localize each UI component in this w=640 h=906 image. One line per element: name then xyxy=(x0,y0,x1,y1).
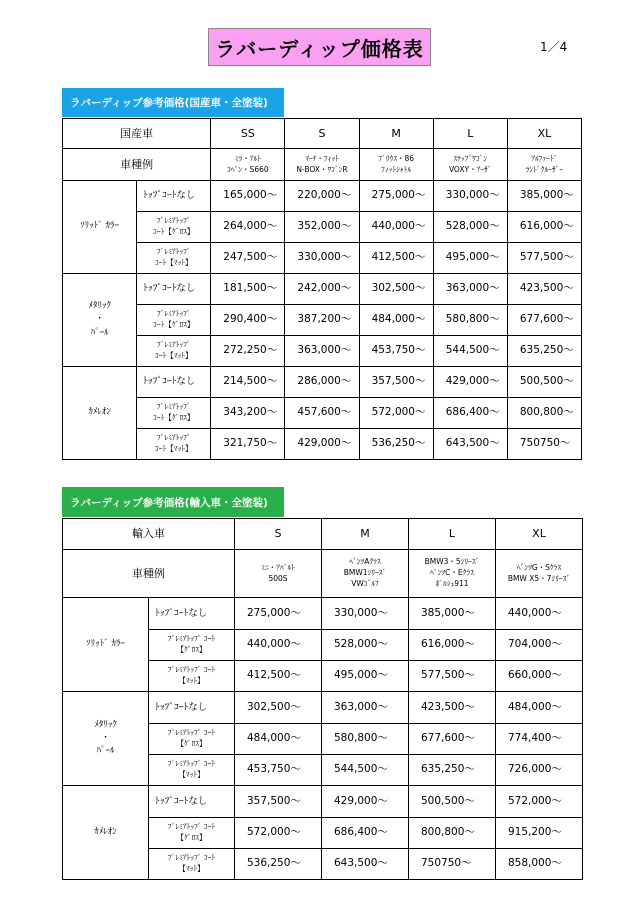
price-cell: 800,800～ xyxy=(507,398,581,429)
vehicle-example-cell-line: ﾗﾝﾄﾞｸﾙｰｻﾞｰ xyxy=(525,164,564,174)
vehicle-example-cell xyxy=(409,550,496,598)
vehicle-example-cell-line: ｱﾙﾌｧｰﾄﾞ xyxy=(531,153,558,163)
price-cell: 352,000～ xyxy=(285,212,359,243)
finish-type-cell-line: ﾌﾟﾚﾐｱﾄｯﾌﾟ ｺｰﾄ xyxy=(167,853,216,863)
finish-type-cell-line: ｺｰﾄ【ｸﾞﾛｽ】 xyxy=(153,320,195,329)
vehicle-example-cell-line: ｺﾍﾟﾝ・S660 xyxy=(227,164,269,174)
price-cell: 363,000～ xyxy=(322,692,409,724)
price-cell: 536,250～ xyxy=(235,849,322,880)
price-cell: 440,000～ xyxy=(496,598,583,630)
finish-type-cell-line: ﾌﾟﾚﾐｱﾄｯﾌﾟ xyxy=(156,433,191,443)
price-cell: 247,500～ xyxy=(211,243,285,274)
table-row xyxy=(63,367,582,398)
price-cell: 429,000～ xyxy=(322,786,409,818)
vehicle-example-cell xyxy=(359,149,433,181)
price-cell: 577,500～ xyxy=(507,243,581,274)
price-cell: 495,000～ xyxy=(433,243,507,274)
vehicle-example-cell xyxy=(496,550,583,598)
color-group-label xyxy=(63,181,137,274)
finish-type-cell-line: ﾄｯﾌﾟｺｰﾄなし xyxy=(143,190,196,202)
price-cell: 484,000～ xyxy=(359,305,433,336)
price-cell: 635,250～ xyxy=(507,336,581,367)
price-cell: 572,000～ xyxy=(235,818,322,849)
price-cell: 385,000～ xyxy=(507,181,581,212)
price-cell: 660,000～ xyxy=(496,661,583,692)
finish-type-cell-line: ｺｰﾄ【ﾏｯﾄ】 xyxy=(154,444,193,453)
price-cell: 242,000～ xyxy=(285,274,359,305)
color-group-label-line: ・ xyxy=(100,732,110,743)
price-cell: 214,500～ xyxy=(211,367,285,398)
table-corner-header: 国産車 xyxy=(63,119,211,149)
price-cell: 272,250～ xyxy=(211,336,285,367)
price-cell: 750750～ xyxy=(409,849,496,880)
price-cell: 635,250～ xyxy=(409,755,496,786)
finish-type-cell-line: ﾌﾟﾚﾐｱﾄｯﾌﾟ xyxy=(156,216,191,226)
page-title: ラバーディップ価格表 xyxy=(208,28,431,66)
price-cell: 264,000～ xyxy=(211,212,285,243)
price-cell: 275,000～ xyxy=(235,598,322,630)
price-cell: 357,500～ xyxy=(359,367,433,398)
price-cell: 343,200～ xyxy=(211,398,285,429)
table-row xyxy=(63,398,582,429)
color-group-label-line: ﾒﾀﾘｯｸ xyxy=(88,301,111,312)
color-group-label xyxy=(63,274,137,367)
price-cell: 915,200～ xyxy=(496,818,583,849)
vehicle-example-cell-line: ﾎﾟﾙｼｪ911 xyxy=(435,578,469,588)
price-cell: 457,600～ xyxy=(285,398,359,429)
color-group-label-line: ｶﾒﾚｵﾝ xyxy=(94,826,117,837)
price-cell: 750750～ xyxy=(507,429,581,460)
finish-type-cell xyxy=(149,692,235,724)
price-cell: 528,000～ xyxy=(322,630,409,661)
price-cell: 580,800～ xyxy=(322,724,409,755)
price-cell: 544,500～ xyxy=(322,755,409,786)
finish-type-cell-line: ﾌﾟﾚﾐｱﾄｯﾌﾟ ｺｰﾄ xyxy=(167,634,216,644)
vehicle-examples-label: 車種例 xyxy=(63,149,211,181)
size-header-m: M xyxy=(322,519,409,550)
price-cell: 385,000～ xyxy=(409,598,496,630)
import-price-table xyxy=(62,518,583,880)
price-cell: 412,500～ xyxy=(235,661,322,692)
finish-type-cell-line: ﾄｯﾌﾟｺｰﾄなし xyxy=(155,795,208,807)
table-row xyxy=(63,598,583,630)
color-group-label-line: ｶﾒﾚｵﾝ xyxy=(88,407,111,418)
finish-type-cell xyxy=(137,429,211,460)
vehicle-example-cell xyxy=(322,550,409,598)
price-cell: 286,000～ xyxy=(285,367,359,398)
finish-type-cell xyxy=(137,181,211,212)
size-header-xl: XL xyxy=(507,119,581,149)
price-cell: 302,500～ xyxy=(359,274,433,305)
price-cell: 500,500～ xyxy=(409,786,496,818)
price-cell: 423,500～ xyxy=(409,692,496,724)
price-cell: 677,600～ xyxy=(507,305,581,336)
finish-type-cell-line: ｺｰﾄ【ｸﾞﾛｽ】 xyxy=(153,413,195,422)
price-cell: 544,500～ xyxy=(433,336,507,367)
price-cell: 580,800～ xyxy=(433,305,507,336)
finish-type-cell xyxy=(137,212,211,243)
table-corner-header: 輸入車 xyxy=(63,519,235,550)
price-cell: 616,000～ xyxy=(409,630,496,661)
finish-type-cell-line: ｺｰﾄ【ｸﾞﾛｽ】 xyxy=(153,227,195,236)
color-group-label-line: ｿﾘｯﾄﾞ ｶﾗｰ xyxy=(80,221,119,232)
finish-type-cell-line: ﾌﾟﾚﾐｱﾄｯﾌﾟ ｺｰﾄ xyxy=(167,665,216,675)
vehicle-example-cell-line: ｽﾃｯﾌﾟﾜｺﾞﾝ xyxy=(453,153,488,163)
table-row xyxy=(63,274,582,305)
price-cell: 528,000～ xyxy=(433,212,507,243)
color-group-label-line: ・ xyxy=(95,314,105,325)
finish-type-cell-line: ﾌﾟﾚﾐｱﾄｯﾌﾟ xyxy=(156,340,191,350)
size-header-s: S xyxy=(235,519,322,550)
vehicle-example-cell-line: ﾏｰﾁ・ﾌｨｯﾄ xyxy=(305,153,339,163)
finish-type-cell xyxy=(137,336,211,367)
finish-type-cell xyxy=(149,786,235,818)
price-cell: 330,000～ xyxy=(285,243,359,274)
price-cell: 800,800～ xyxy=(409,818,496,849)
vehicle-example-cell-line: ﾍﾞﾝﾂAｸﾗｽ xyxy=(349,557,381,567)
finish-type-cell-line: ﾌﾟﾚﾐｱﾄｯﾌﾟ ｺｰﾄ xyxy=(167,822,216,832)
vehicle-example-cell xyxy=(507,149,581,181)
vehicle-example-cell-line: ﾌﾟﾘｳｽ・86 xyxy=(378,153,415,163)
size-header-s: S xyxy=(285,119,359,149)
price-cell: 181,500～ xyxy=(211,274,285,305)
price-cell: 440,000～ xyxy=(359,212,433,243)
table-row xyxy=(63,243,582,274)
finish-type-cell-line: 【ﾏｯﾄ】 xyxy=(178,676,205,685)
domestic-price-table xyxy=(62,118,582,460)
finish-type-cell-line: ﾌﾟﾚﾐｱﾄｯﾌﾟ xyxy=(156,247,191,257)
price-cell: 429,000～ xyxy=(285,429,359,460)
vehicle-example-cell-line: VWｺﾞﾙﾌ xyxy=(351,578,379,588)
table-row xyxy=(63,181,582,212)
price-cell: 363,000～ xyxy=(285,336,359,367)
size-header-l: L xyxy=(409,519,496,550)
color-group-label-line: ﾊﾟｰﾙ xyxy=(96,746,115,757)
price-cell: 357,500～ xyxy=(235,786,322,818)
finish-type-cell xyxy=(137,243,211,274)
vehicle-example-cell-line: ﾍﾞﾝﾂC・Eｸﾗｽ xyxy=(430,568,474,578)
price-cell: 330,000～ xyxy=(322,598,409,630)
price-cell: 572,000～ xyxy=(496,786,583,818)
price-cell: 165,000～ xyxy=(211,181,285,212)
vehicle-example-cell xyxy=(285,149,359,181)
finish-type-cell xyxy=(137,305,211,336)
price-cell: 643,500～ xyxy=(322,849,409,880)
color-group-label xyxy=(63,692,149,786)
price-cell: 484,000～ xyxy=(496,692,583,724)
vehicle-example-cell-line: N-BOX・ﾜｺﾞﾝR xyxy=(296,164,348,174)
price-cell: 423,500～ xyxy=(507,274,581,305)
color-group-label-line: ｿﾘｯﾄﾞ ｶﾗｰ xyxy=(86,638,125,649)
size-header-ss: SS xyxy=(211,119,285,149)
price-cell: 453,750～ xyxy=(359,336,433,367)
price-cell: 643,500～ xyxy=(433,429,507,460)
price-cell: 440,000～ xyxy=(235,630,322,661)
color-group-label xyxy=(63,598,149,692)
import-section-label: ラバーディップ参考価格(輸入車・全塗装) xyxy=(62,487,284,517)
price-cell: 321,750～ xyxy=(211,429,285,460)
finish-type-cell-line: ﾌﾟﾚﾐｱﾄｯﾌﾟ xyxy=(156,402,191,412)
price-cell: 275,000～ xyxy=(359,181,433,212)
price-cell: 704,000～ xyxy=(496,630,583,661)
vehicle-example-cell-line: ﾌｨｯﾄｼｬﾄﾙ xyxy=(381,164,412,174)
vehicle-example-cell-line: 500S xyxy=(268,573,288,583)
color-group-label-line: ﾒﾀﾘｯｸ xyxy=(94,719,117,730)
color-group-label-line: ﾊﾟｰﾙ xyxy=(90,327,109,338)
finish-type-cell-line: ﾄｯﾌﾟｺｰﾄなし xyxy=(155,607,208,619)
price-cell: 290,400～ xyxy=(211,305,285,336)
finish-type-cell-line: ﾌﾟﾚﾐｱﾄｯﾌﾟ xyxy=(156,309,191,319)
price-cell: 774,400～ xyxy=(496,724,583,755)
finish-type-cell-line: ｺｰﾄ【ﾏｯﾄ】 xyxy=(154,351,193,360)
vehicle-example-cell-line: BMW X5・7ｼﾘｰｽﾞ xyxy=(507,573,571,583)
page-number: 1／4 xyxy=(540,40,568,54)
vehicle-example-cell xyxy=(433,149,507,181)
price-cell: 616,000～ xyxy=(507,212,581,243)
finish-type-cell xyxy=(149,598,235,630)
size-header-m: M xyxy=(359,119,433,149)
finish-type-cell-line: 【ｸﾞﾛｽ】 xyxy=(176,833,207,842)
finish-type-cell xyxy=(149,849,235,880)
table-row xyxy=(63,305,582,336)
size-header-l: L xyxy=(433,119,507,149)
table-row xyxy=(63,212,582,243)
finish-type-cell xyxy=(149,755,235,786)
price-cell: 484,000～ xyxy=(235,724,322,755)
vehicle-example-cell-line: VOXY・ｱｰｻﾞ xyxy=(448,164,492,174)
price-cell: 412,500～ xyxy=(359,243,433,274)
table-row xyxy=(63,429,582,460)
price-cell: 686,400～ xyxy=(322,818,409,849)
vehicle-example-cell-line: BMW1ｼﾘｰｽﾞ xyxy=(343,568,387,578)
price-cell: 686,400～ xyxy=(433,398,507,429)
finish-type-cell xyxy=(149,724,235,755)
finish-type-cell-line: 【ｸﾞﾛｽ】 xyxy=(176,739,207,748)
finish-type-cell-line: ﾄｯﾌﾟｺｰﾄなし xyxy=(143,376,196,388)
table-row xyxy=(63,336,582,367)
price-cell: 726,000～ xyxy=(496,755,583,786)
size-header-xl: XL xyxy=(496,519,583,550)
finish-type-cell-line: ﾌﾟﾚﾐｱﾄｯﾌﾟ ｺｰﾄ xyxy=(167,759,216,769)
price-cell: 302,500～ xyxy=(235,692,322,724)
vehicle-example-cell-line: ﾐﾆ・ｱﾊﾞﾙﾄ xyxy=(261,562,295,572)
finish-type-cell xyxy=(149,630,235,661)
finish-type-cell-line: 【ｸﾞﾛｽ】 xyxy=(176,645,207,654)
price-cell: 220,000～ xyxy=(285,181,359,212)
price-cell: 453,750～ xyxy=(235,755,322,786)
price-cell: 536,250～ xyxy=(359,429,433,460)
finish-type-cell-line: ﾄｯﾌﾟｺｰﾄなし xyxy=(143,283,196,295)
price-cell: 858,000～ xyxy=(496,849,583,880)
vehicle-example-cell-line: BMW3・5ｼﾘｰｽﾞ xyxy=(424,557,480,567)
finish-type-cell-line: ﾄｯﾌﾟｺｰﾄなし xyxy=(155,701,208,713)
table-row xyxy=(63,786,583,818)
finish-type-cell-line: ｺｰﾄ【ﾏｯﾄ】 xyxy=(154,258,193,267)
price-cell: 330,000～ xyxy=(433,181,507,212)
vehicle-example-cell xyxy=(235,550,322,598)
table-row xyxy=(63,692,583,724)
price-cell: 387,200～ xyxy=(285,305,359,336)
finish-type-cell-line: 【ﾏｯﾄ】 xyxy=(178,770,205,779)
finish-type-cell-line: ﾌﾟﾚﾐｱﾄｯﾌﾟ ｺｰﾄ xyxy=(167,728,216,738)
price-cell: 577,500～ xyxy=(409,661,496,692)
price-cell: 495,000～ xyxy=(322,661,409,692)
color-group-label xyxy=(63,786,149,880)
price-cell: 429,000～ xyxy=(433,367,507,398)
vehicle-example-cell-line: ﾍﾞﾝﾂG・Sｸﾗｽ xyxy=(516,562,562,572)
vehicle-example-cell xyxy=(211,149,285,181)
finish-type-cell xyxy=(149,818,235,849)
price-cell: 500,500～ xyxy=(507,367,581,398)
price-cell: 363,000～ xyxy=(433,274,507,305)
vehicle-examples-label: 車種例 xyxy=(63,550,235,598)
finish-type-cell xyxy=(137,398,211,429)
domestic-section-label: ラバーディップ参考価格(国産車・全塗装) xyxy=(62,88,284,117)
price-cell: 677,600～ xyxy=(409,724,496,755)
finish-type-cell xyxy=(137,367,211,398)
price-cell: 572,000～ xyxy=(359,398,433,429)
color-group-label xyxy=(63,367,137,460)
finish-type-cell xyxy=(137,274,211,305)
finish-type-cell-line: 【ﾏｯﾄ】 xyxy=(178,864,205,873)
finish-type-cell xyxy=(149,661,235,692)
vehicle-example-cell-line: ﾐﾗ・ｱﾙﾄ xyxy=(234,153,261,163)
